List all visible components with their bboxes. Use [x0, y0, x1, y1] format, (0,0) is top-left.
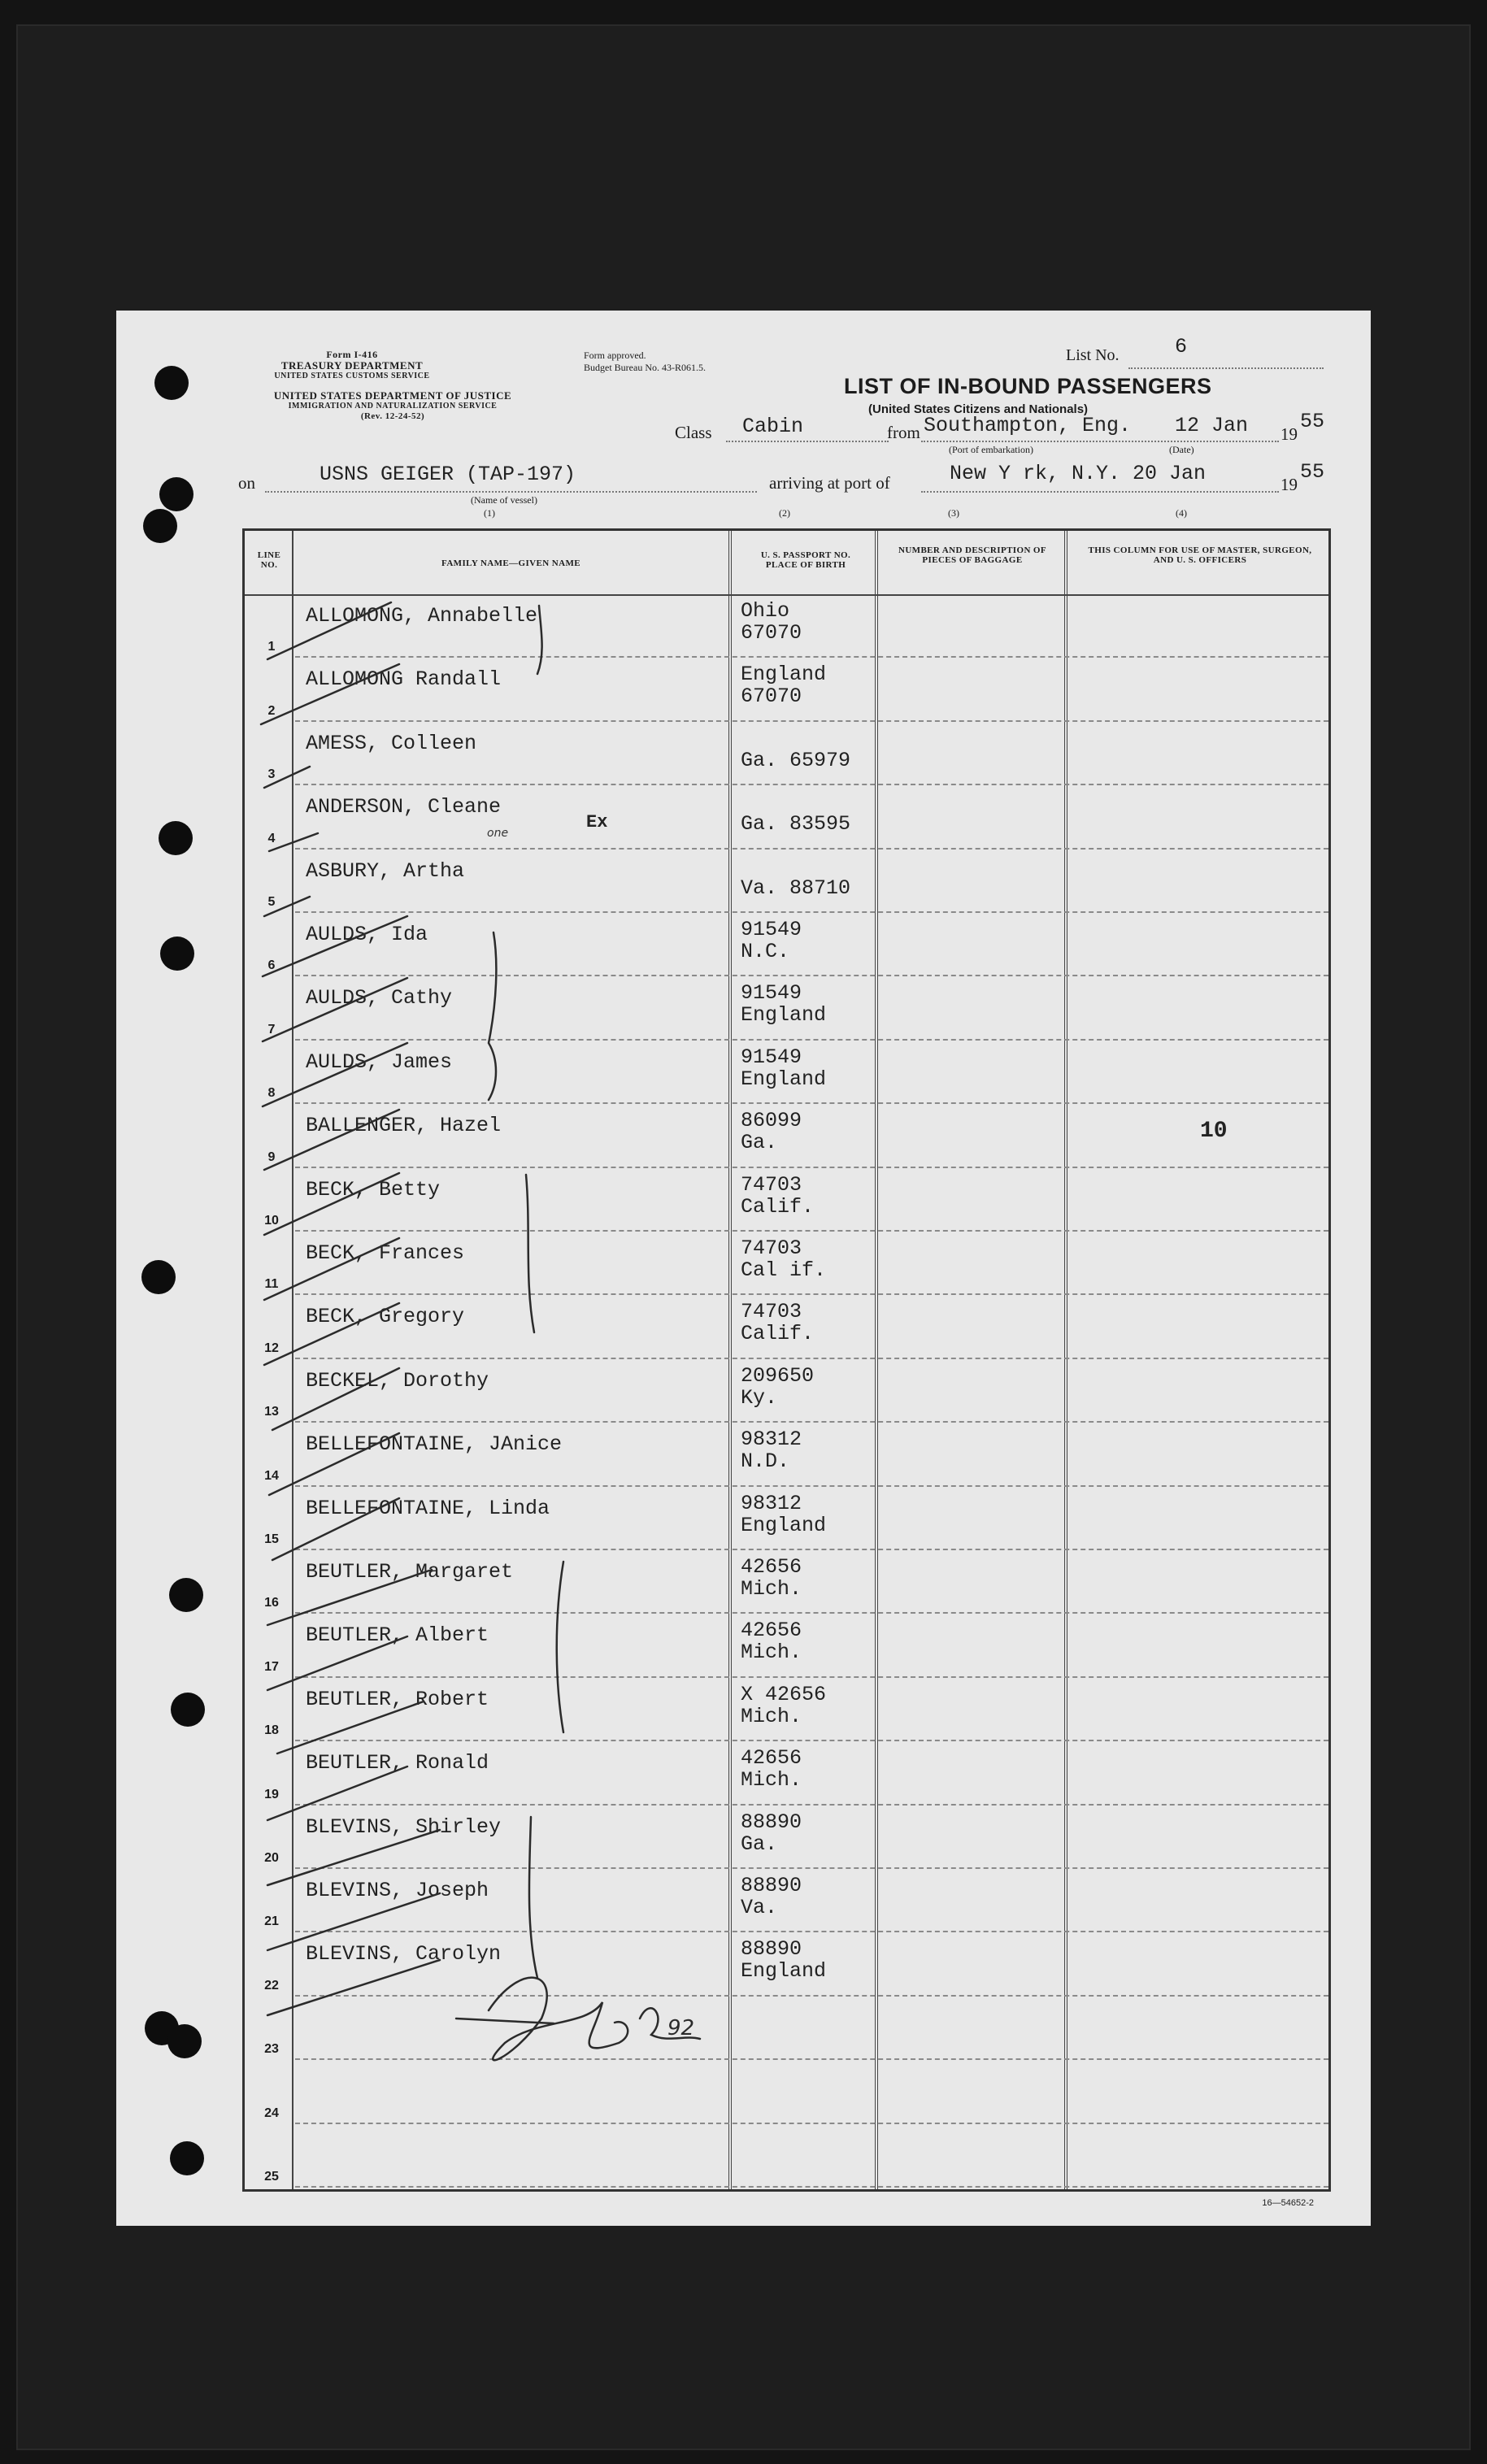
passport-birthplace-line-1: 91549: [741, 918, 802, 941]
line-number: 24: [264, 2105, 279, 2120]
col-head-name: FAMILY NAME—GIVEN NAME: [441, 558, 580, 568]
punch-hole-6: [141, 1260, 176, 1294]
table-row: [245, 658, 1328, 721]
col-num-2: (2): [779, 507, 790, 519]
table-row: [245, 1614, 1328, 1677]
passport-birthplace-line-2: England: [741, 1067, 827, 1091]
col-head-line-no: LINE NO.: [257, 550, 281, 570]
page-subtitle: (United States Citizens and Nationals): [868, 402, 1089, 416]
line-number: 17: [264, 1659, 279, 1674]
table-row: [245, 1168, 1328, 1232]
line-number: 13: [264, 1405, 279, 1419]
passport-birthplace-line-1: Ohio: [741, 599, 790, 623]
line-number: 9: [267, 1149, 276, 1164]
justice-dept: UNITED STATES DEPARTMENT OF JUSTICE: [273, 389, 512, 402]
passenger-name: AULDS, Cathy: [306, 986, 453, 1010]
passport-birthplace-line-2: N.C.: [741, 940, 790, 963]
passenger-name: BLEVINS, Shirley: [306, 1814, 502, 1839]
table-header: [245, 531, 1328, 596]
passport-birthplace-line-2: Cal if.: [741, 1258, 827, 1282]
passenger-name: BECK, Frances: [306, 1241, 465, 1265]
header-justice: [230, 390, 555, 422]
passenger-name: BELLEFONTAINE, Linda: [306, 1496, 550, 1520]
table-row: [245, 1678, 1328, 1741]
arrival-year-value: 55: [1300, 460, 1325, 484]
line-number: 16: [264, 1596, 279, 1610]
punch-hole-10: [167, 2024, 202, 2058]
passport-birthplace-line-2: Ga.: [741, 1131, 778, 1155]
list-no-value: 6: [1175, 335, 1188, 359]
line-number: 1: [267, 640, 276, 654]
officer-note: 10: [1200, 1119, 1228, 1145]
on-label: on: [238, 473, 255, 493]
passport-birthplace-line-1: 86099: [741, 1109, 802, 1133]
passport-birthplace-line-1: 74703: [741, 1236, 802, 1260]
passport-birthplace-line-1: 42656: [741, 1746, 802, 1771]
passport-birthplace-line-2: Va. 88710: [741, 876, 851, 900]
signature-note: 92: [667, 2016, 695, 2040]
line-number: 8: [267, 1086, 276, 1101]
class-line: [726, 441, 889, 442]
arrival-year-prefix: 19: [1280, 475, 1298, 494]
punch-hole-3: [143, 509, 177, 543]
passport-birthplace-line-1: 42656: [741, 1555, 802, 1579]
line-number: 12: [264, 1341, 279, 1355]
line-number: 14: [264, 1468, 279, 1483]
approved-text: Form approved.: [584, 350, 646, 361]
form-approved: [584, 350, 706, 374]
embark-date: 12 Jan: [1175, 414, 1249, 437]
passenger-name: AULDS, Ida: [306, 923, 428, 946]
passenger-name: ANDERSON, Cleane: [306, 795, 502, 819]
punch-hole-4: [159, 821, 193, 855]
passport-birthplace-line-2: 67070: [741, 621, 802, 645]
table-row: [245, 1423, 1328, 1486]
embark-line: [921, 441, 1279, 442]
passport-birthplace-line-1: 209650: [741, 1363, 815, 1388]
col-num-1: (1): [484, 507, 495, 519]
passenger-name: BECK, Betty: [306, 1177, 441, 1202]
passport-birthplace-line-2: Mich.: [741, 1768, 802, 1793]
line-number: 10: [264, 1213, 279, 1228]
passport-birthplace-line-1: 98312: [741, 1428, 802, 1452]
table-row: [245, 1550, 1328, 1614]
line-number: 21: [264, 1914, 279, 1929]
punch-hole-11: [170, 2141, 204, 2175]
passport-birthplace-line-2: England: [741, 1003, 827, 1028]
list-no-label: List No.: [1066, 346, 1120, 364]
revision: (Rev. 12-24-52): [360, 411, 425, 421]
passenger-name: BEUTLER, Margaret: [306, 1560, 514, 1584]
passenger-name: ASBURY, Artha: [306, 858, 465, 883]
table-row: [245, 1359, 1328, 1423]
vessel-caption: (Name of vessel): [471, 494, 537, 506]
footer-code: 16—54652-2: [1262, 2198, 1314, 2208]
passport-birthplace-line-2: Mich.: [741, 1704, 802, 1728]
passport-birthplace-line-2: 67070: [741, 684, 802, 709]
punch-hole-2: [159, 477, 193, 511]
class-label: Class: [675, 423, 712, 442]
passenger-name: BEUTLER, Robert: [306, 1687, 489, 1711]
punch-hole-5: [160, 936, 194, 971]
passport-birthplace-line-1: 42656: [741, 1619, 802, 1643]
table-row: [245, 1997, 1328, 2060]
passport-birthplace-line-2: Ky.: [741, 1385, 778, 1410]
punch-hole-8: [171, 1693, 205, 1727]
class-value: Cabin: [742, 415, 804, 438]
table-row: [245, 913, 1328, 976]
table-row: [245, 1295, 1328, 1358]
passport-birthplace-line-2: England: [741, 1513, 827, 1537]
table-row: [245, 1041, 1328, 1104]
passenger-name: BEUTLER, Albert: [306, 1623, 489, 1648]
passenger-name: BECKEL, Dorothy: [306, 1368, 489, 1393]
line-number: 5: [267, 894, 276, 909]
table-row: [245, 1806, 1328, 1869]
passport-birthplace-line-2: Mich.: [741, 1577, 802, 1601]
line-number: 15: [264, 1532, 279, 1546]
col-num-4: (4): [1176, 507, 1187, 519]
passport-birthplace-line-1: 88890: [741, 1937, 802, 1962]
budget-text: Budget Bureau No. 43-R061.5.: [584, 362, 706, 373]
passenger-name: AMESS, Colleen: [306, 731, 477, 755]
line-number: 6: [267, 958, 276, 973]
strike-note: Ex: [586, 812, 608, 832]
line-number: 11: [264, 1277, 279, 1292]
passport-birthplace-line-2: Calif.: [741, 1194, 815, 1219]
arrival-port: New Y rk, N.Y. 20 Jan: [950, 462, 1207, 485]
col-num-3: (3): [948, 507, 959, 519]
vessel-line: [265, 491, 757, 493]
header-agencies: [222, 350, 482, 381]
passenger-name: BALLENGER, Hazel: [306, 1114, 502, 1138]
table-row: [245, 850, 1328, 913]
passport-birthplace-line-1: 74703: [741, 1300, 802, 1324]
passport-birthplace-line-2: Ga. 83595: [741, 812, 851, 837]
passport-birthplace-line-2: Calif.: [741, 1322, 815, 1346]
passenger-name: ALLOMONG, Annabelle: [306, 604, 538, 628]
col-head-baggage: NUMBER AND DESCRIPTION OF PIECES OF BAGGAGE: [898, 545, 1047, 565]
passport-birthplace-line-1: 91549: [741, 981, 802, 1006]
table-row: [245, 722, 1328, 785]
line-number: 23: [264, 2042, 279, 2057]
treasury-dept: TREASURY DEPARTMENT: [280, 359, 424, 372]
table-row: [245, 1232, 1328, 1295]
passport-birthplace-line-1: 74703: [741, 1172, 802, 1197]
customs-service: UNITED STATES CUSTOMS SERVICE: [274, 372, 430, 380]
line-number: 18: [264, 1723, 279, 1738]
line-number: 3: [267, 767, 276, 782]
passenger-table: [242, 528, 1331, 2192]
arrival-line: [921, 491, 1279, 493]
punch-hole-1: [154, 366, 189, 400]
from-label: from: [887, 423, 920, 442]
passport-birthplace-line-2: Ga. 65979: [741, 748, 851, 772]
col-head-passport: U. S. PASSPORT NO. PLACE OF BIRTH: [760, 550, 851, 570]
table-body: [245, 594, 1328, 2189]
line-number: 19: [264, 1787, 279, 1801]
passenger-name: BLEVINS, Joseph: [306, 1879, 489, 1902]
line-number: 4: [267, 831, 276, 845]
table-row: [245, 976, 1328, 1040]
table-row: [245, 1104, 1328, 1167]
vessel-name: USNS GEIGER (TAP-197): [320, 463, 576, 486]
table-row: [245, 1487, 1328, 1550]
passport-birthplace-line-1: 88890: [741, 1810, 802, 1834]
line-number: 25: [264, 2169, 279, 2184]
passport-birthplace-line-1: England: [741, 663, 827, 687]
passenger-name: ALLOMONG Randall: [306, 667, 502, 692]
passenger-name: BEUTLER, Ronald: [306, 1751, 489, 1775]
passport-birthplace-line-2: Va.: [741, 1896, 778, 1919]
passenger-list-page: [116, 311, 1371, 2226]
year-value: 55: [1300, 410, 1325, 433]
table-row: [245, 1869, 1328, 1932]
table-row: [245, 594, 1328, 658]
list-no-line: [1128, 367, 1324, 369]
date-caption: (Date): [1169, 444, 1194, 455]
arriving-label: arriving at port of: [769, 473, 890, 493]
row-separator: [295, 2186, 1328, 2188]
col-head-officers: THIS COLUMN FOR USE OF MASTER, SURGEON, AND U. S. OFFICERS: [1088, 545, 1312, 565]
year-prefix: 19: [1280, 424, 1298, 444]
passport-birthplace-line-1: 91549: [741, 1045, 802, 1069]
table-row: [245, 2124, 1328, 2188]
table-row: [245, 785, 1328, 849]
passport-birthplace-line-1: 88890: [741, 1874, 802, 1897]
passenger-name: BELLEFONTAINE, JAnice: [306, 1432, 563, 1457]
page-title: LIST OF IN-BOUND PASSENGERS: [844, 374, 1212, 398]
passenger-name: BLEVINS, Carolyn: [306, 1942, 502, 1966]
line-number: 20: [264, 1850, 279, 1865]
ins-service: IMMIGRATION AND NATURALIZATION SERVICE: [288, 402, 498, 411]
punch-hole-7: [169, 1578, 203, 1612]
passport-birthplace-line-2: N.D.: [741, 1449, 790, 1474]
table-row: [245, 2060, 1328, 2123]
passport-birthplace-line-2: Ga.: [741, 1832, 778, 1856]
passport-birthplace-line-2: England: [741, 1959, 827, 1984]
correction-note: one: [487, 827, 509, 840]
port-caption: (Port of embarkation): [949, 444, 1033, 455]
embark-port: Southampton, Eng.: [924, 414, 1132, 437]
table-row: [245, 1741, 1328, 1805]
passenger-name: AULDS, James: [306, 1049, 453, 1074]
passport-birthplace-line-2: Mich.: [741, 1640, 802, 1665]
passport-birthplace-line-1: X 42656: [741, 1682, 827, 1706]
form-number: Form I-416: [326, 349, 378, 360]
line-number: 22: [264, 1978, 279, 1992]
table-row: [245, 1932, 1328, 1996]
line-number: 2: [267, 703, 276, 718]
passport-birthplace-line-1: 98312: [741, 1491, 802, 1515]
passenger-name: BECK, Gregory: [306, 1305, 465, 1329]
line-number: 7: [267, 1022, 276, 1036]
